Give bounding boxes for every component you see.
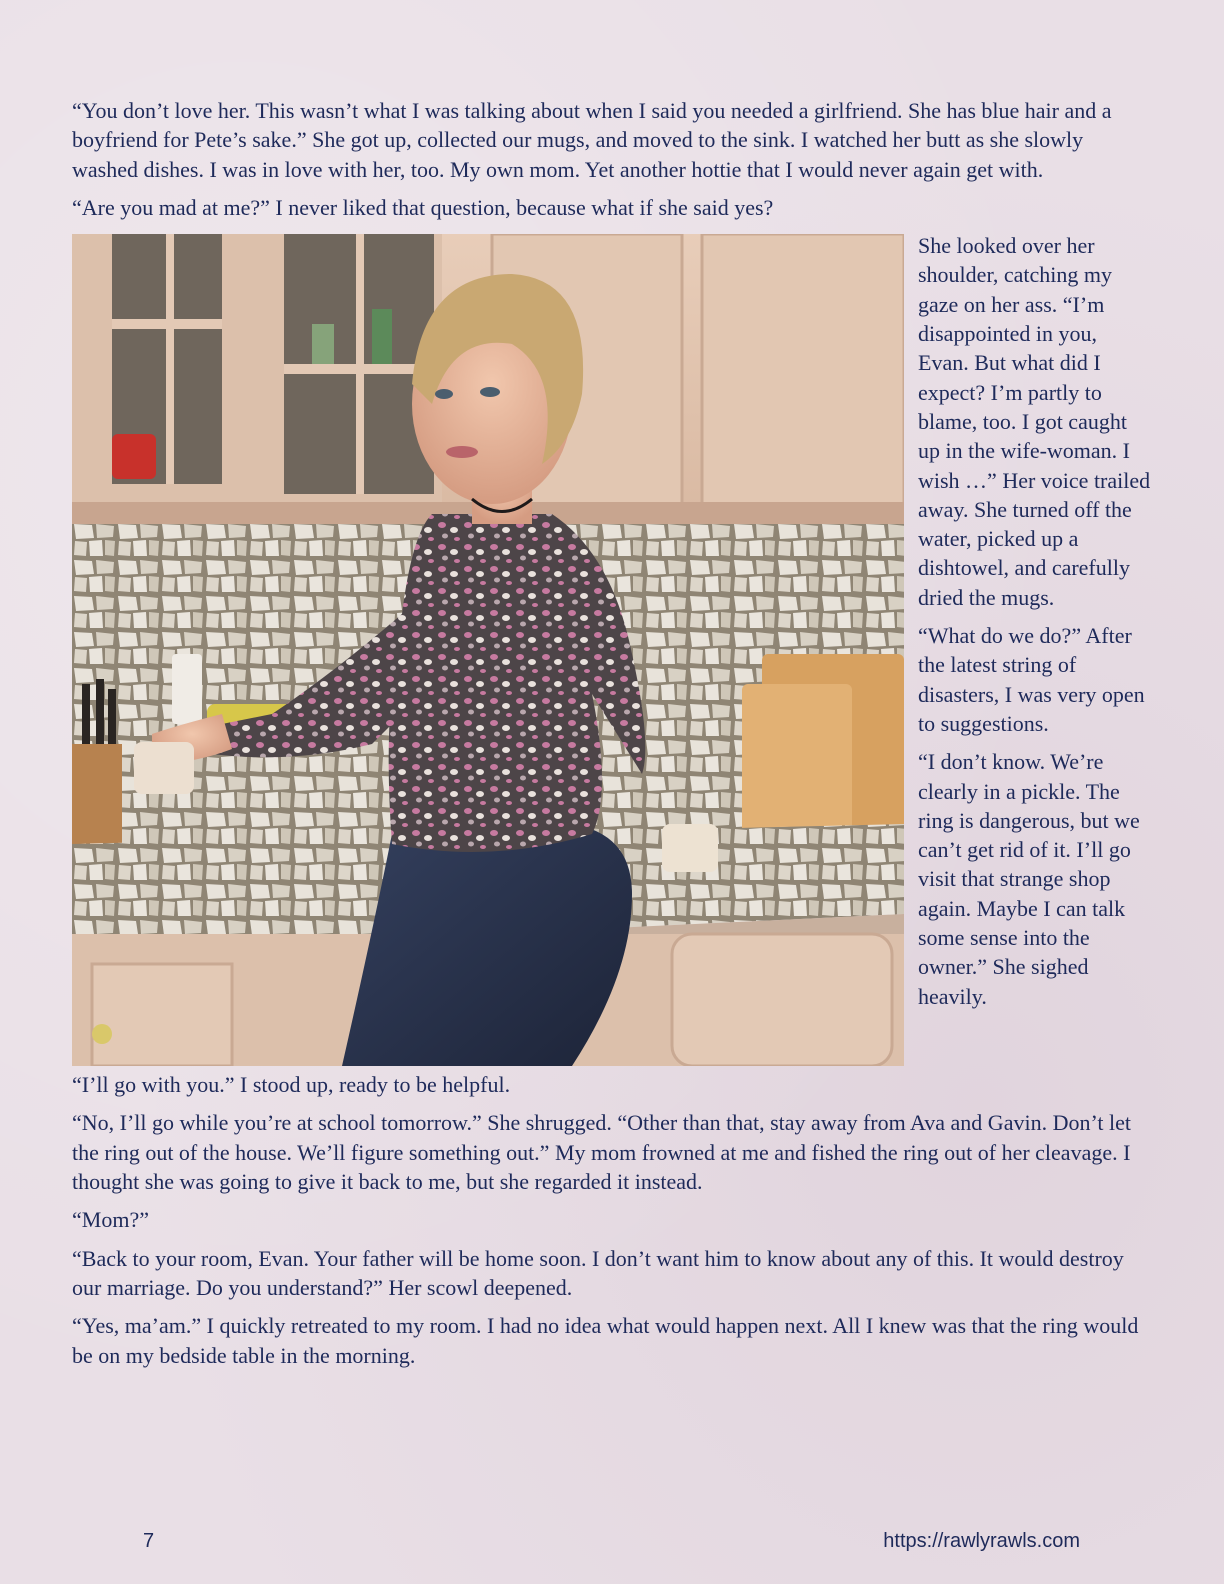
illustration-row: [72, 231, 1152, 1066]
paragraph: “What do we do?” After the latest string of disasters, I was very open to suggestions.: [918, 623, 1145, 736]
page-body: [72, 96, 1152, 1379]
paragraph: “Mom?”: [72, 1207, 149, 1233]
paragraph: “No, I’ll go while you’re at school tomorrow.” She shrugged. “Other than that, stay away from Ava and Gavin. Don’t let the ring out of the house. We’ll figure something out.” My mom frowned at me and fished the ring out of her cleavage. I thought she was going to give it back to me, but she regarded it instead.: [72, 1110, 1131, 1195]
paragraph: “I’ll go with you.” I stood up, ready to be helpful.: [72, 1072, 511, 1098]
kitchen-illustration: [72, 234, 904, 1066]
paragraph: “You don’t love her. This wasn’t what I was talking about when I said you needed a girlfriend. She has blue hair and a boyfriend for Pete’s sake.” She got up, collected our mugs, and moved to the sink. I watched her butt as she slowly washed dishes. I was in love with her, too. My own mom. Yet another hottie that I would never again get with.: [72, 98, 1112, 182]
paragraph: “Back to your room, Evan. Your father will be home soon. I don’t want him to know about any of this. It would destroy our marriage. Do you understand?” Her scowl deepened.: [72, 1245, 1124, 1300]
page-number: 7: [143, 1530, 155, 1552]
paragraph: “Are you mad at me?” I never liked that question, because what if she said yes?: [72, 194, 774, 220]
paragraph: “I don’t know. We’re clearly in a pickle. The ring is dangerous, but we can’t get rid of it. I’ll go visit that strange shop again. Maybe I can talk some sense into the owner.” She sighed heavily.: [918, 749, 1140, 1009]
paragraph: She looked over her shoulder, catching my gaze on her ass. “I’m disappointed in you, Evan. But what did I expect? I’m partly to blame, too. I got caught up in the wife-woman. I wish …” Her voice trailed away. She turned off the water, picked up a dishtowel, and carefully dried the mugs.: [918, 233, 1151, 610]
side-column: [918, 231, 1152, 1020]
footer-link[interactable]: https://rawlyrawls.com: [883, 1530, 1080, 1552]
paragraph: “Yes, ma’am.” I quickly retreated to my room. I had no idea what would happen next. All I knew was that the ring would be on my bedside table in the morning.: [72, 1313, 1139, 1368]
